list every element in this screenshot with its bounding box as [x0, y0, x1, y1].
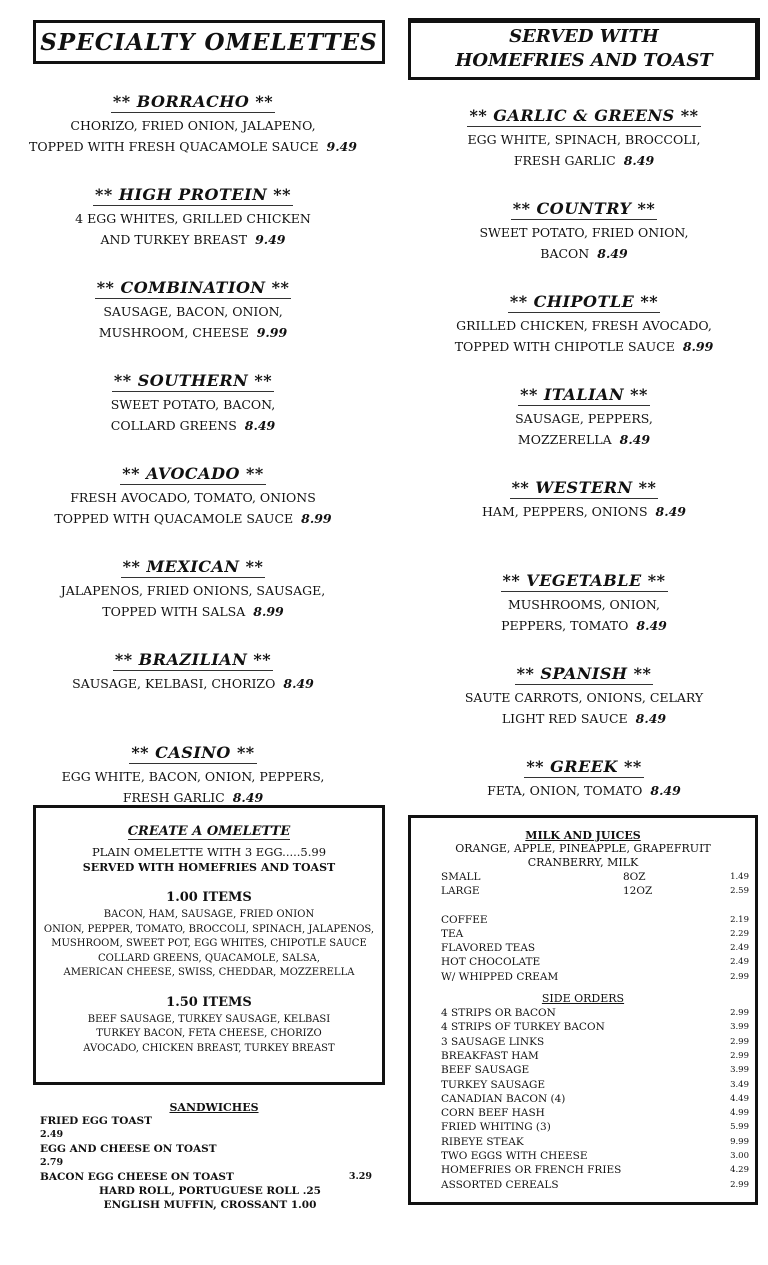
sandwiches-title: SANDWICHES	[169, 1101, 259, 1114]
left-omelette-list	[0, 92, 386, 836]
served-with-header	[408, 18, 760, 80]
side-name: 4 STRIPS OF TURKEY BACON	[441, 1021, 605, 1034]
item-desc-1: 4 EGG WHITES, GRILLED CHICKEN	[75, 211, 311, 226]
side-row	[411, 1035, 755, 1049]
item-price: 8.99	[682, 338, 714, 354]
muffin-option: ENGLISH MUFFIN, CROSSANT 1.00	[103, 1199, 317, 1211]
item-price: 8.99	[253, 603, 284, 619]
item-desc-2: AND TURKEY BREAST	[100, 231, 248, 247]
menu-item	[0, 92, 386, 185]
item-name: ** COMBINATION **	[96, 278, 290, 297]
side-name: BREAKFAST HAM	[441, 1049, 539, 1062]
item-name: ** CASINO **	[131, 743, 255, 762]
item-price: 9.49	[255, 231, 286, 247]
side-name: BEEF SAUSAGE	[441, 1064, 530, 1077]
item-price: 8.49	[650, 783, 681, 798]
item-desc-1: EGG WHITE, BACON, ONION, PEPPERS,	[61, 769, 325, 784]
side-row	[411, 1078, 755, 1092]
side-price: 5.99	[730, 1122, 749, 1133]
item-name: ** VEGETABLE **	[502, 571, 666, 590]
item-desc-1: SWEET POTATO, FRIED ONION,	[479, 225, 689, 240]
menu-item	[0, 557, 386, 650]
drink-price: 2.49	[730, 943, 749, 954]
item-price: 8.49	[244, 417, 276, 433]
drink-price: 2.99	[730, 971, 749, 982]
items-100-line: ONION, PEPPER, TOMATO, BROCCOLI, SPINACH, JALAPENOS,	[43, 923, 375, 935]
side-name: FRIED WHITING (3)	[441, 1121, 551, 1134]
side-row	[411, 1149, 755, 1163]
item-name: ** HIGH PROTEIN **	[94, 185, 292, 204]
sandwich-price: 2.79	[40, 1157, 64, 1168]
side-price: 4.99	[730, 1108, 749, 1119]
item-price: 8.49	[655, 504, 686, 519]
item-desc-2: TOPPED WITH FRESH QUACAMOLE SAUCE	[29, 138, 319, 154]
item-price: 9.99	[256, 324, 288, 340]
side-name: 3 SAUSAGE LINKS	[441, 1035, 545, 1048]
item-desc-2: HAM, PEPPERS, ONIONS	[482, 504, 648, 519]
item-desc-1: EGG WHITE, SPINACH, BROCCOLI,	[467, 132, 701, 147]
side-price: 2.99	[730, 1036, 749, 1047]
side-row	[411, 1178, 755, 1192]
side-name: HOMEFRIES OR FRENCH FRIES	[441, 1164, 622, 1177]
sandwich-item: EGG AND CHEESE ON TOAST	[40, 1143, 217, 1155]
item-name: ** ITALIAN **	[520, 385, 648, 404]
side-price: 3.99	[730, 1065, 749, 1076]
item-desc-2: PEPPERS, TOMATO	[501, 617, 629, 633]
side-name: RIBEYE STEAK	[441, 1135, 524, 1148]
items-100-line: AMERICAN CHEESE, SWISS, CHEDDAR, MOZZERELLA	[63, 967, 355, 978]
item-desc-2: MUSHROOM, CHEESE	[98, 324, 249, 340]
size-price: 1.49	[730, 872, 749, 882]
item-desc-2: TOPPED WITH CHIPOTLE SAUCE	[454, 338, 675, 354]
sandwich-price: 2.49	[40, 1129, 64, 1140]
side-price: 4.29	[730, 1165, 749, 1176]
menu-item	[0, 185, 386, 278]
side-row	[411, 1163, 755, 1177]
item-name: ** WESTERN **	[511, 478, 657, 497]
side-price: 2.99	[730, 1008, 749, 1019]
menu-item	[400, 199, 768, 292]
side-name: CANADIAN BACON (4)	[441, 1092, 566, 1105]
side-row	[411, 1049, 755, 1063]
drink-row	[411, 927, 755, 941]
item-price: 8.99	[301, 510, 332, 526]
sandwiches-section	[40, 1101, 380, 1212]
menu-item	[400, 478, 768, 571]
item-desc-1: JALAPENOS, FRIED ONIONS, SAUSAGE,	[60, 583, 326, 598]
item-name: ** AVOCADO **	[122, 464, 264, 483]
size-row	[411, 870, 755, 884]
item-desc-2: LIGHT RED SAUCE	[501, 710, 628, 726]
left-header-text: SPECIALTY OMELETTES	[40, 28, 378, 56]
side-price: 2.99	[730, 1050, 749, 1061]
right-header-line2: HOMEFRIES AND TOAST	[455, 50, 713, 71]
item-desc-2: TOPPED WITH QUACAMOLE SAUCE	[54, 510, 294, 526]
item-price: 8.49	[636, 617, 667, 633]
item-desc-1: FRESH AVOCADO, TOMATO, ONIONS	[70, 490, 316, 505]
item-desc-2: MOZZERELLA	[517, 431, 612, 447]
menu-item	[400, 664, 768, 757]
drink-name: TEA	[441, 927, 464, 940]
drink-row	[411, 941, 755, 955]
side-row	[411, 1006, 755, 1020]
side-row	[411, 1020, 755, 1034]
sandwich-item: FRIED EGG TOAST	[40, 1115, 152, 1127]
menu-item	[400, 385, 768, 478]
size-oz: 8OZ	[623, 871, 646, 883]
item-desc-2: TOPPED WITH SALSA	[102, 603, 246, 619]
size-oz: 12OZ	[623, 885, 653, 898]
sandwich-price: 3.29	[348, 1171, 372, 1182]
roll-option: HARD ROLL, PORTUGUESE ROLL .25	[99, 1185, 321, 1197]
side-row	[411, 1092, 755, 1106]
juices-line: CRANBERRY, MILK	[527, 856, 639, 869]
specialty-omelettes-header	[33, 20, 385, 64]
sandwich-item: BACON EGG CHEESE ON TOAST	[40, 1171, 234, 1183]
menu-item	[0, 278, 386, 371]
item-name: ** GREEK **	[526, 757, 642, 776]
create-omelette-box	[33, 805, 385, 1085]
item-desc-1: SAUSAGE, BACON, ONION,	[103, 304, 283, 319]
item-price: 8.49	[283, 676, 314, 691]
side-price: 2.99	[730, 1179, 749, 1190]
drink-name: COFFEE	[441, 913, 488, 926]
item-desc-2: FRESH GARLIC	[513, 152, 616, 168]
side-row	[411, 1063, 755, 1077]
item-desc-2: COLLARD GREENS	[110, 417, 237, 433]
item-desc-2: SAUSAGE, KELBASI, CHORIZO	[72, 676, 276, 691]
item-desc-2: BACON	[540, 245, 590, 261]
item-name: ** SOUTHERN **	[113, 371, 273, 390]
item-desc-1: SWEET POTATO, BACON,	[110, 397, 276, 412]
menu-item	[400, 571, 768, 664]
item-name: ** CHIPOTLE **	[509, 292, 659, 311]
side-price: 9.99	[730, 1136, 749, 1147]
item-name: ** BRAZILIAN **	[114, 650, 272, 669]
drink-row	[411, 913, 755, 927]
item-desc-1: MUSHROOMS, ONION,	[507, 597, 661, 612]
item-price: 9.49	[326, 138, 357, 154]
item-desc-1: GRILLED CHICKEN, FRESH AVOCADO,	[456, 318, 712, 333]
plain-omelette-line: PLAIN OMELETTE WITH 3 EGG.....5.99	[91, 845, 327, 859]
side-name: TURKEY SAUSAGE	[441, 1078, 545, 1091]
item-desc-2: FETA, ONION, TOMATO	[487, 783, 643, 798]
menu-item	[0, 464, 386, 557]
side-name: ASSORTED CEREALS	[441, 1178, 559, 1191]
size-name: SMALL	[441, 871, 481, 883]
milk-juices-title: MILK AND JUICES	[525, 829, 641, 842]
items-150-heading: 1.50 ITEMS	[166, 994, 252, 1010]
side-price: 3.99	[730, 1022, 749, 1033]
item-name: ** BORRACHO **	[112, 92, 274, 111]
right-header-line1: SERVED WITH	[509, 26, 659, 47]
item-name: ** COUNTRY **	[512, 199, 656, 218]
menu-item	[400, 292, 768, 385]
item-price: 8.49	[635, 710, 667, 726]
right-omelette-list	[400, 106, 768, 850]
drink-name: FLAVORED TEAS	[441, 942, 536, 955]
drinks-and-sides-box	[408, 815, 758, 1205]
item-desc-1: SAUSAGE, PEPPERS,	[515, 411, 653, 426]
side-price: 3.49	[730, 1079, 749, 1090]
side-row	[411, 1120, 755, 1134]
drink-row	[411, 955, 755, 969]
items-100-line: MUSHROOM, SWEET POT, EGG WHITES, CHIPOTLE SAUCE	[51, 938, 367, 949]
item-price: 8.49	[232, 789, 264, 805]
size-price: 2.59	[730, 886, 749, 897]
item-name: ** GARLIC & GREENS **	[469, 106, 699, 125]
item-desc-1: SAUTE CARROTS, ONIONS, CELARY	[464, 690, 704, 705]
drink-name: HOT CHOCOLATE	[441, 956, 541, 969]
side-price: 3.00	[730, 1151, 749, 1162]
items-150-line: TURKEY BACON, FETA CHEESE, CHORIZO	[96, 1028, 322, 1039]
side-price: 4.49	[730, 1093, 749, 1104]
items-100-line: BACON, HAM, SAUSAGE, FRIED ONION	[103, 909, 315, 920]
item-name: ** SPANISH **	[516, 664, 652, 683]
side-name: CORN BEEF HASH	[441, 1107, 545, 1120]
items-100-heading: 1.00 ITEMS	[166, 890, 252, 905]
drink-price: 2.49	[730, 957, 749, 968]
side-name: TWO EGGS WITH CHEESE	[441, 1150, 588, 1163]
item-desc-2: FRESH GARLIC	[122, 789, 225, 805]
items-150-line: AVOCADO, CHICKEN BREAST, TURKEY BREAST	[83, 1042, 335, 1054]
side-name: 4 STRIPS OR BACON	[441, 1007, 556, 1020]
juices-line: ORANGE, APPLE, PINEAPPLE, GRAPEFRUIT	[455, 842, 711, 855]
drink-price: 2.19	[730, 914, 749, 925]
items-100-line: COLLARD GREENS, QUACAMOLE, SALSA,	[98, 952, 320, 964]
create-title: CREATE A OMELETTE	[127, 824, 291, 839]
item-price: 8.49	[619, 431, 651, 447]
served-with-line: SERVED WITH HOMEFRIES AND TOAST	[82, 861, 336, 874]
menu-item	[0, 650, 386, 743]
side-orders-title: SIDE ORDERS	[541, 992, 625, 1006]
item-desc-1: CHORIZO, FRIED ONION, JALAPENO,	[70, 118, 316, 133]
drink-price: 2.29	[730, 928, 749, 939]
size-row	[411, 884, 755, 898]
item-price: 8.49	[623, 152, 655, 168]
side-row	[411, 1135, 755, 1149]
item-price: 8.49	[597, 245, 628, 261]
side-row	[411, 1106, 755, 1120]
menu-item	[400, 106, 768, 199]
size-name: LARGE	[441, 885, 480, 898]
item-name: ** MEXICAN **	[122, 557, 264, 576]
items-150-line: BEEF SAUSAGE, TURKEY SAUSAGE, KELBASI	[87, 1013, 331, 1025]
drink-name: W/ WHIPPED CREAM	[441, 970, 559, 983]
drink-row	[411, 970, 755, 984]
menu-item	[0, 371, 386, 464]
